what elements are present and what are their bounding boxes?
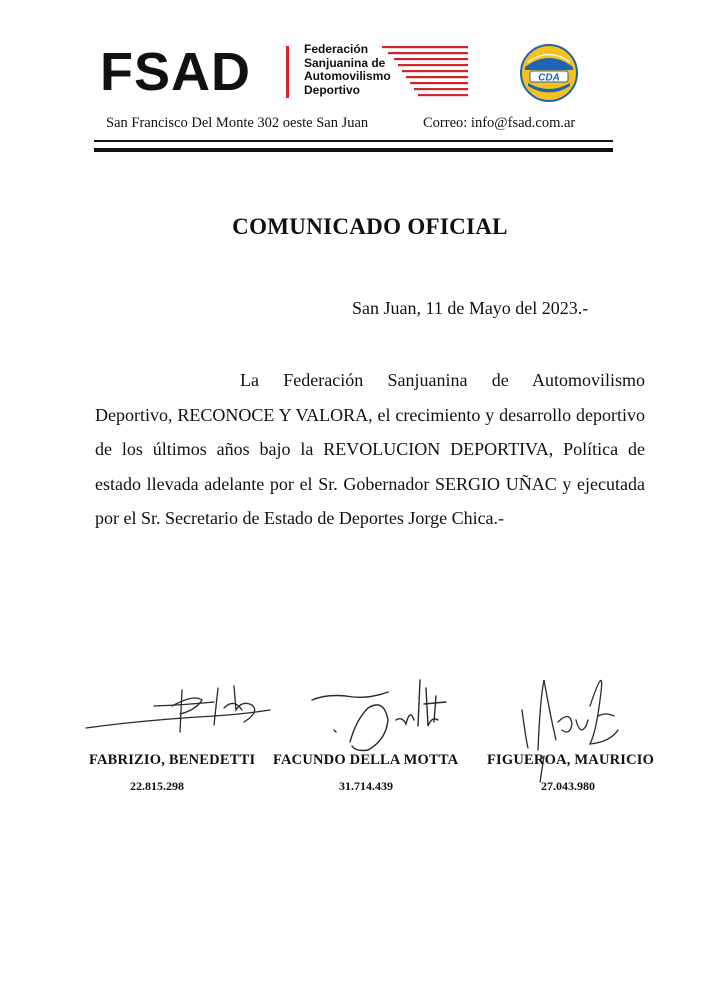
org-name-line-3: Automovilismo	[304, 69, 391, 83]
date-line: San Juan, 11 de Mayo del 2023.-	[352, 298, 589, 318]
body-paragraph: La Federación Sanjuanina de Automovilismo Deportivo, RECONOCE Y VALORA, el crecimiento y desarrollo deportivo de los últimos años bajo la REVOLUCION DEPORTIVA, Política de estado llevada adelante por el Sr. Gobernador SERGIO UÑAC y ejecutada por el Sr. Secretario de Estado de Deportes Jorge Chica.-	[95, 370, 645, 529]
logo-org-name	[304, 43, 391, 97]
header-rule-thin	[94, 140, 613, 142]
email-text: Correo: info@fsad.com.ar	[423, 115, 576, 131]
address-text: San Francisco Del Monte 302 oeste San Juan	[106, 115, 369, 131]
header-rule-thick	[94, 148, 613, 152]
signer-id-figueroa: 27.043.980	[541, 779, 595, 793]
cda-badge-text: CDA	[538, 72, 560, 84]
signer-name-della-motta: FACUNDO DELLA MOTTA	[273, 752, 459, 768]
fsad-logo-acronym: FSAD	[100, 42, 251, 102]
document-title: COMUNICADO OFICIAL	[232, 214, 508, 239]
signer-id-della-motta: 31.714.439	[339, 779, 393, 793]
org-name-line-1: Federación	[304, 42, 369, 56]
signer-name-benedetti: FABRIZIO, BENEDETTI	[89, 752, 256, 768]
org-name-line-4: Deportivo	[304, 82, 361, 97]
cda-badge-logo	[519, 43, 579, 103]
signature-benedetti	[84, 650, 274, 735]
signer-name-figueroa: FIGUEROA, MAURICIO	[487, 752, 655, 768]
org-name-line-2: Sanjuanina de	[304, 55, 386, 70]
logo-divider	[286, 46, 289, 98]
signature-della-motta	[306, 660, 456, 760]
signer-id-benedetti: 22.815.298	[130, 779, 184, 793]
